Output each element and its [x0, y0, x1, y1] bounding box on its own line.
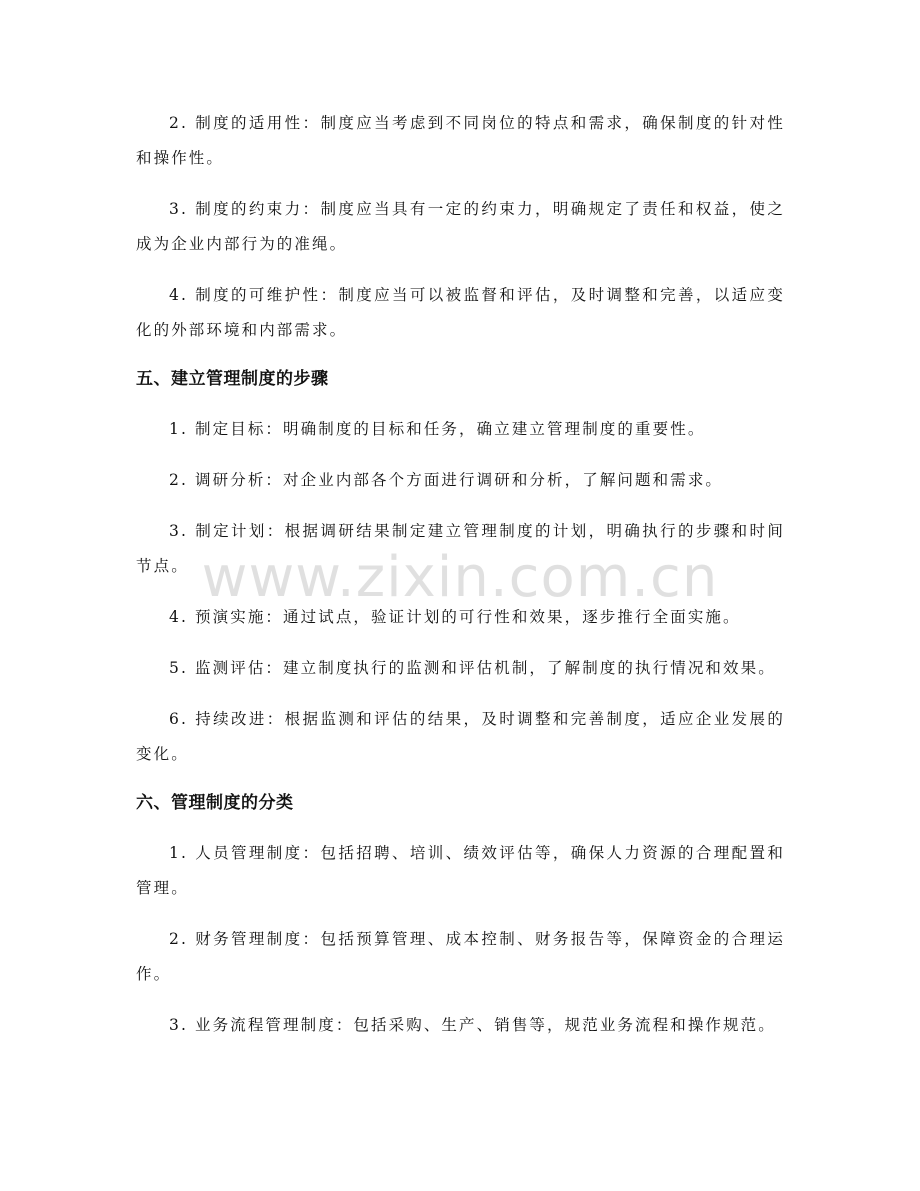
watermark-text: www.zixin.com.cn: [201, 545, 719, 610]
paragraph-category-finance: 2. 财务管理制度：包括预算管理、成本控制、财务报告等，保障资金的合理运作。: [136, 930, 785, 983]
paragraph-applicability: 2. 制度的适用性：制度应当考虑到不同岗位的特点和需求，确保制度的针对性和操作性。: [136, 114, 785, 167]
paragraph-step-research: 2. 调研分析：对企业内部各个方面进行调研和分析，了解问题和需求。: [169, 471, 724, 489]
paragraph-maintainability: 4. 制度的可维护性：制度应当可以被监督和评估，及时调整和完善，以适应变化的外部环境和内部需求。: [136, 286, 785, 339]
paragraph-step-pilot: 4. 预演实施：通过试点，验证计划的可行性和效果，逐步推行全面实施。: [169, 608, 741, 626]
paragraph-category-process: 3. 业务流程管理制度：包括采购、生产、销售等，规范业务流程和操作规范。: [169, 1016, 776, 1034]
paragraph-step-improve: 6. 持续改进：根据监测和评估的结果，及时调整和完善制度，适应企业发展的变化。: [136, 710, 785, 763]
section-heading-steps: 五、建立管理制度的步骤: [136, 369, 329, 389]
paragraph-binding-force: 3. 制度的约束力：制度应当具有一定的约束力，明确规定了责任和权益，使之成为企业内部行为的准绳。: [136, 200, 785, 253]
paragraph-step-goal: 1. 制定目标：明确制度的目标和任务，确立建立管理制度的重要性。: [169, 420, 706, 438]
paragraph-category-personnel: 1. 人员管理制度：包括招聘、培训、绩效评估等，确保人力资源的合理配置和管理。: [136, 844, 785, 897]
paragraph-step-plan: 3. 制定计划：根据调研结果制定建立管理制度的计划，明确执行的步骤和时间节点。: [136, 522, 785, 575]
section-heading-categories: 六、管理制度的分类: [136, 793, 294, 813]
paragraph-step-monitor: 5. 监测评估：建立制度执行的监测和评估机制，了解制度的执行情况和效果。: [169, 659, 776, 677]
